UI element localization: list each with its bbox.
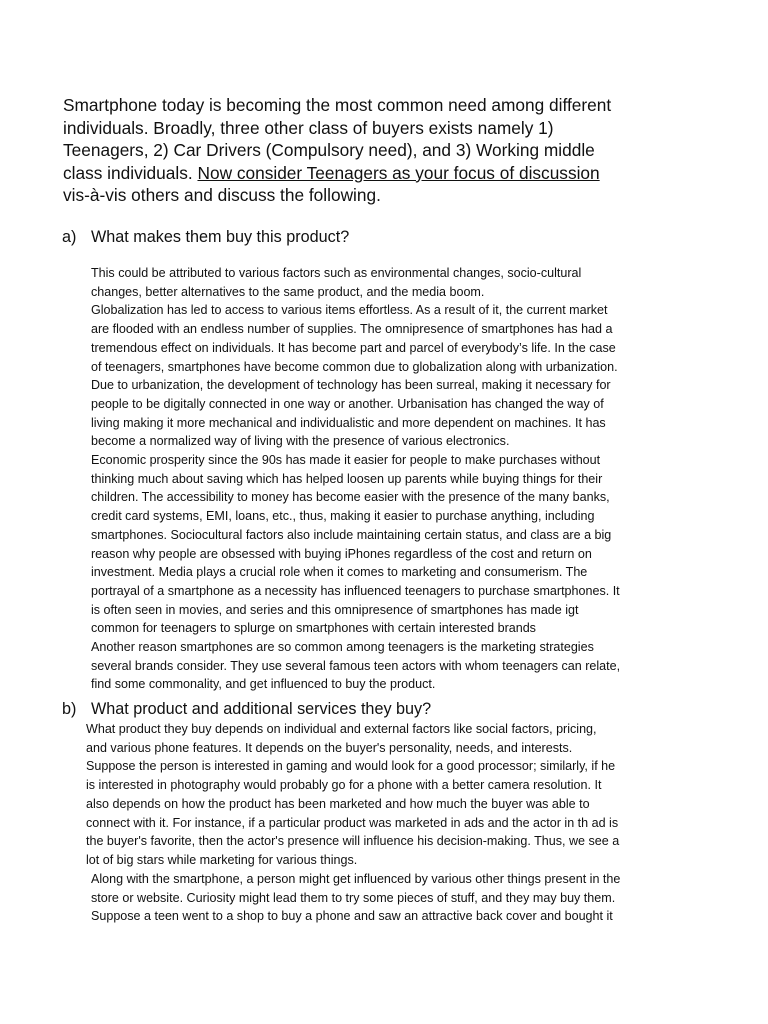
text-line: Economic prosperity since the 90s has made it easier for people to make purchases without (91, 453, 601, 467)
text-line: lot of big stars while marketing for various things. (86, 852, 358, 867)
text-line: living making it more mechanical and individualistic and more dependent on machines. It has (91, 415, 606, 430)
question-b-heading (62, 699, 431, 719)
intro-line: vis-à-vis others and discuss the following. (63, 185, 381, 206)
question-a-text: What makes them buy this product? (91, 228, 350, 246)
question-a-label: a) (62, 228, 77, 246)
text-line: What product they buy depends on individual and external factors like social factors, pricing, (86, 722, 597, 736)
text-line: common for teenagers to splurge on smartphones with certain interested brands (91, 621, 536, 636)
text-line: thinking much about saving which has helped loosen up parents while buying things for their (91, 471, 603, 486)
intro-line: individuals. Broadly, three other class of buyers exists namely 1) (63, 117, 554, 138)
text-line: smartphones. Sociocultural factors also include maintaining certain status, and class are a big (91, 527, 612, 542)
text-line: find some commonality, and get influenced to buy the product. (91, 677, 436, 692)
intro-paragraph (63, 94, 693, 207)
text-line: Suppose the person is interested in gaming and would look for a good processor; similarly, if he (86, 759, 616, 774)
text-line: reason why people are obsessed with buying iPhones regardless of the cost and return on (91, 546, 592, 561)
text-line: become a normalized way of living with the presence of various electronics. (91, 434, 510, 449)
text-line: and various phone features. It depends on the buyer's personality, needs, and interests. (86, 740, 573, 755)
text-line: people to be digitally connected in one way or another. Urbanisation has changed the way of (91, 396, 604, 411)
text-line: is often seen in movies, and series and this omnipresence of smartphones has made igt (91, 602, 579, 617)
intro-line: Smartphone today is becoming the most common need among different (63, 95, 612, 115)
text-line: Suppose a teen went to a shop to buy a phone and saw an attractive back cover and bought it (91, 909, 613, 924)
text-line: Another reason smartphones are so common among teenagers is the marketing strategies (91, 640, 594, 654)
intro-line: Teenagers, 2) Car Drivers (Compulsory need), and 3) Working middle (63, 140, 595, 161)
text-line: Due to urbanization, the development of technology has been surreal, making it necessary for (91, 378, 611, 393)
text-line: several brands consider. They use several famous teen actors with whom teenagers can relate, (91, 658, 621, 673)
question-a-heading (62, 227, 349, 247)
intro-focus-underlined: Now consider Teenagers as your focus of discussion (197, 162, 600, 183)
text-line: Along with the smartphone, a person might get influenced by various other things present in the (91, 872, 621, 886)
text-line: is interested in photography would probably go for a phone with a better camera resolution. It (86, 778, 602, 793)
text-line: store or website. Curiosity might lead them to try some pieces of stuff, and they may buy them. (91, 890, 616, 905)
text-line: This could be attributed to various factors such as environmental changes, socio-cultural (91, 266, 582, 280)
text-line: credit card systems, EMI, loans, etc., thus, making it easier to purchase anything, including (91, 509, 595, 524)
text-line: connect with it. For instance, if a particular product was marketed in ads and the actor in th ad is (86, 815, 619, 830)
text-line: the buyer's favorite, then the actor's presence will influence his decision-making. Thus, we see a (86, 834, 620, 849)
question-b-label: b) (62, 700, 77, 718)
text-line: Globalization has led to access to various items effortless. As a result of it, the current market (91, 303, 608, 318)
text-line: children. The accessibility to money has become easier with the presence of the many banks, (91, 490, 610, 505)
text-line: also depends on how the product has been marketed and how much the buyer was able to (86, 796, 590, 811)
intro-line (63, 162, 693, 185)
text-line: of teenagers, smartphones have become common due to globalization along with urbanization. (91, 359, 618, 374)
intro-line-plain: class individuals. (63, 162, 198, 183)
text-line: are flooded with an endless number of supplies. The omnipresence of smartphones has had a (91, 322, 613, 337)
question-b-text: What product and additional services they buy? (91, 700, 432, 718)
text-line: portrayal of a smartphone as a necessity has influenced teenagers to purchase smartphones. It (91, 583, 620, 598)
text-line: changes, better alternatives to the same product, and the media boom. (91, 284, 485, 299)
text-line: investment. Media plays a crucial role when it comes to marketing and consumerism. The (91, 565, 588, 580)
text-line: tremendous effect on individuals. It has become part and parcel of everybody’s life. In the case (91, 340, 616, 355)
